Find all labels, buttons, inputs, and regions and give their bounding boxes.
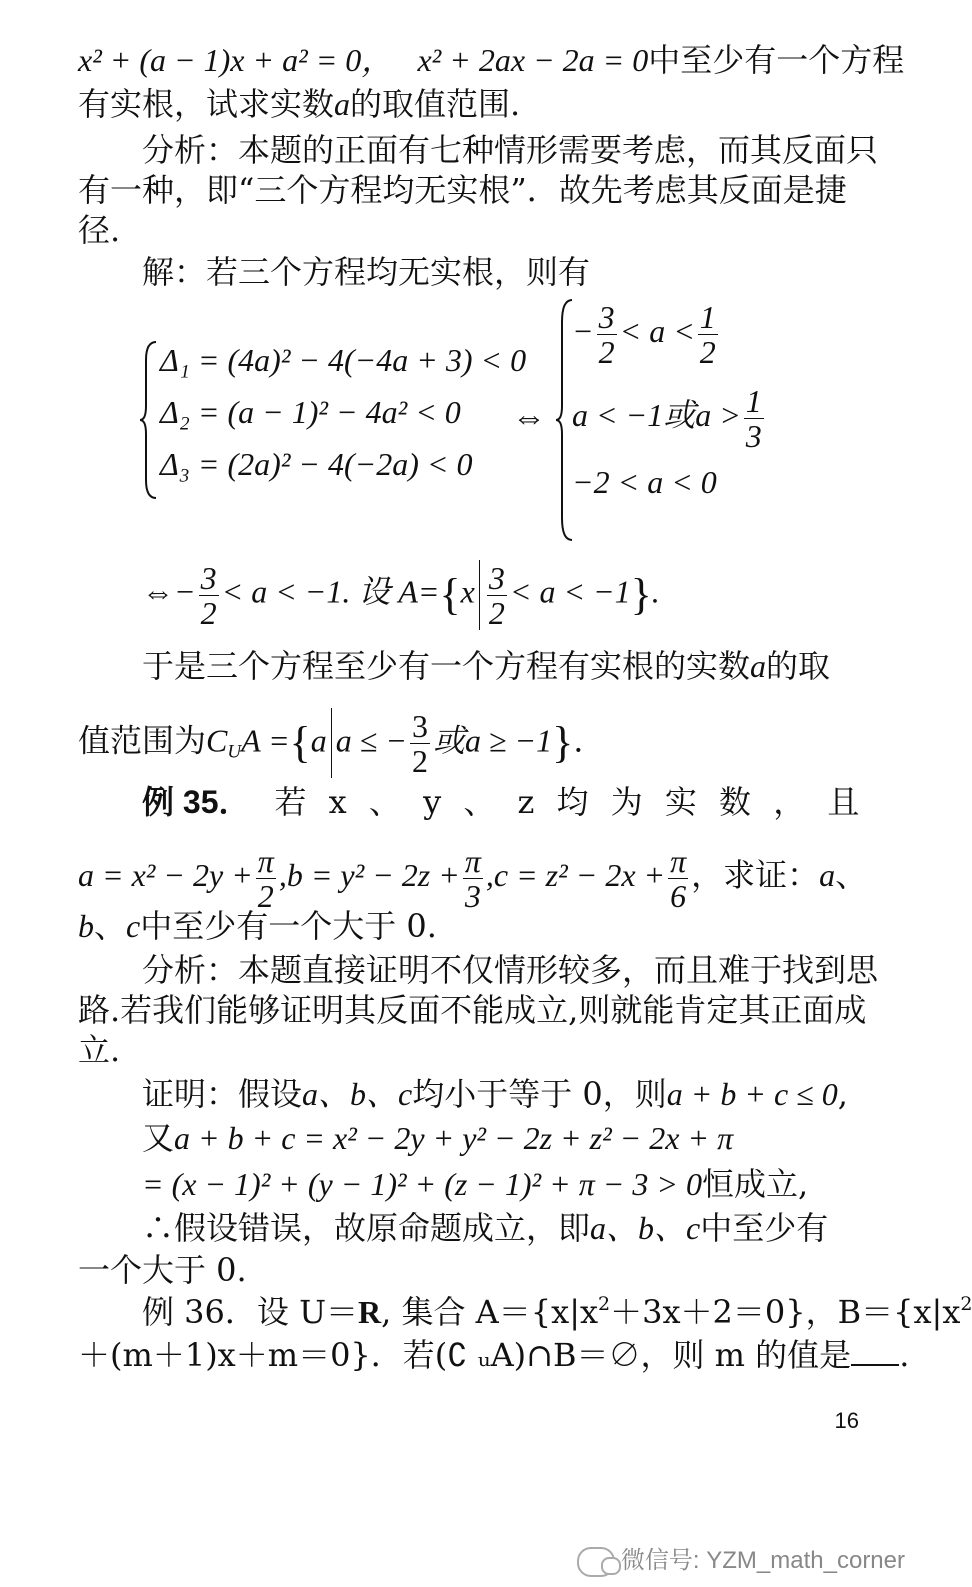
- numerator: π: [257, 843, 274, 879]
- delta-2: Δ₂ = (a − 1)² − 4a² < 0: [160, 394, 461, 430]
- text: < a < −1. 设 A=: [221, 573, 440, 610]
- analysis-line: 分析：本题的正面有七种情形需要考虑，而其反面只: [142, 131, 879, 169]
- numerator: 3: [488, 559, 505, 596]
- text: 中至少有一个大于 0.: [140, 907, 437, 945]
- delta-3: Δ₃ = (2a)² − 4(−2a) < 0: [160, 446, 473, 482]
- problem-line-2: [78, 84, 520, 124]
- minus: −: [572, 312, 594, 349]
- text: 中至少有: [700, 1209, 829, 1247]
- numerator: 1: [745, 383, 762, 419]
- proof-line-5: 一个大于 0.: [78, 1251, 247, 1289]
- text: 于是三个方程至少有一个方程有实根的实数: [142, 647, 751, 685]
- dot: .: [651, 573, 660, 610]
- text: 值范围为: [78, 721, 207, 760]
- text: ,: [837, 1075, 848, 1113]
- denominator: 2: [257, 878, 274, 914]
- real-set: R: [358, 1294, 382, 1330]
- dot: .: [899, 1336, 910, 1374]
- text: < a < −1: [509, 573, 631, 610]
- equation: a + b + c = x² − 2y + y² − 2z + z² − 2x + π: [174, 1120, 734, 1156]
- range-3: −2 < a < 0: [572, 464, 717, 500]
- text: 中至少有一个方程: [648, 41, 905, 79]
- conclusion-line-1: [142, 646, 830, 686]
- fraction: [463, 844, 483, 913]
- ex35-line-2: [78, 844, 867, 913]
- numerator: 1: [699, 299, 716, 335]
- eq-a: a = x² − 2y +: [78, 856, 253, 893]
- text: 恒成立,: [701, 1165, 809, 1203]
- text: 若 x 、 y 、 z 均 为 实 数 ， 且: [274, 783, 866, 821]
- equation: = (x − 1)² + (y − 1)² + (z − 1)² + π − 3 > 0: [142, 1166, 702, 1202]
- ineq: a < −1或a >: [572, 396, 741, 433]
- range-2: [572, 384, 767, 453]
- fraction: [698, 300, 718, 369]
- equivalence-symbol: ⇔: [512, 399, 546, 436]
- set-brace-close: }: [552, 718, 574, 767]
- text: A =: [241, 722, 290, 759]
- numerator: 3: [200, 559, 217, 596]
- ineq: < a <: [619, 312, 695, 349]
- var-a: a: [819, 856, 836, 893]
- numerator: 3: [411, 707, 428, 744]
- fraction: [668, 844, 688, 913]
- var-a: a: [310, 722, 327, 759]
- wechat-id: 微信号: YZM_math_corner: [620, 1547, 905, 1574]
- ex36-line-2: [78, 1334, 909, 1375]
- discriminant-system: [160, 342, 526, 498]
- denominator: 6: [670, 878, 687, 914]
- numerator: π: [670, 843, 687, 879]
- wechat-icon: [577, 1547, 615, 1577]
- text: 的取值范围.: [350, 85, 521, 123]
- text: 的取: [766, 647, 831, 685]
- delta-1: Δ₁ = (4a)² − 4(−4a + 3) < 0: [160, 342, 527, 378]
- analysis-line: 径.: [78, 211, 121, 249]
- analysis-line: 路.若我们能够证明其反面不能成立,则就能肯定其正面成: [78, 991, 867, 1029]
- var-x: x: [460, 573, 475, 610]
- example-label: 例 35．: [142, 784, 251, 820]
- proof-line-4: [142, 1208, 828, 1248]
- fraction: [744, 384, 764, 453]
- vars: a、b、c: [590, 1210, 701, 1246]
- subscript-U: U: [227, 741, 242, 763]
- denominator: 3: [464, 878, 481, 914]
- eq-b: ,b = y² − 2z +: [278, 856, 460, 893]
- denominator: 2: [598, 334, 615, 370]
- result-line: [142, 560, 660, 630]
- proof-line-2: [142, 1118, 733, 1158]
- text: 有实根，试求实数: [78, 85, 335, 123]
- ex36-line-1: [142, 1292, 972, 1332]
- complement-C: C: [206, 722, 228, 759]
- left-brace-icon: [140, 340, 160, 500]
- denominator: 2: [411, 742, 428, 779]
- var-a: a: [334, 86, 351, 122]
- ineq: a + b + c ≤ 0: [666, 1076, 838, 1112]
- text: a ≤ −: [335, 722, 407, 759]
- set-bar: [331, 708, 332, 778]
- var-b: b: [78, 908, 94, 944]
- var-c: c: [126, 908, 141, 944]
- text: 、: [94, 907, 127, 945]
- vars: a、b、c: [302, 1076, 413, 1112]
- text: ∴假设错误，故原命题成立，即: [142, 1209, 591, 1247]
- answer-blank[interactable]: [851, 1334, 899, 1366]
- denominator: 3: [745, 418, 762, 454]
- equivalence-symbol: ⇔: [142, 573, 174, 610]
- analysis-line: 分析：本题直接证明不仅情形较多，而且难于找到思: [142, 951, 879, 989]
- text: 证明：假设: [142, 1075, 303, 1113]
- range-1: [572, 300, 721, 369]
- fraction: [199, 561, 219, 630]
- solution-intro: 解：若三个方程均无实根，则有: [142, 253, 591, 291]
- page-number: 16: [834, 1408, 859, 1433]
- text: 、: [835, 855, 868, 894]
- ex35-line-3: [78, 906, 437, 946]
- superscript: 2: [960, 1293, 972, 1315]
- set-brace-open: {: [289, 718, 311, 767]
- fraction: [597, 300, 617, 369]
- superscript: 2: [598, 1293, 611, 1315]
- text: 例 36．设 U＝: [142, 1293, 359, 1331]
- denominator: 2: [699, 334, 716, 370]
- minus: −: [174, 573, 196, 610]
- denominator: 2: [200, 594, 217, 631]
- proof-line-1: [142, 1074, 848, 1114]
- problem-line-1: [78, 40, 904, 80]
- text: 或a ≥ −1: [432, 722, 553, 759]
- ex35-line-1: [142, 782, 865, 822]
- text: ＋(m＋1)x＋m＝0}．若(∁ ᵤA)∩B＝∅，则 m 的值是: [78, 1336, 852, 1374]
- analysis-line: 立.: [78, 1031, 121, 1069]
- numerator: π: [464, 843, 481, 879]
- set-bar: [479, 560, 480, 630]
- fraction: [256, 844, 276, 913]
- denominator: 2: [488, 594, 505, 631]
- watermark: [577, 1540, 905, 1577]
- proof-line-3: [142, 1164, 808, 1204]
- set-brace-open: {: [439, 570, 461, 619]
- eq-c: ,c = z² − 2x +: [485, 856, 666, 893]
- numerator: 3: [598, 299, 615, 335]
- text: 均小于等于 0，则: [412, 1075, 667, 1113]
- analysis-line: 有一种，即“三个方程均无实根”．故先考虑其反面是捷: [78, 171, 847, 209]
- conclusion-line-2: [78, 708, 583, 778]
- var-a: a: [750, 648, 767, 684]
- equation-2: x² + 2ax − 2a = 0: [417, 42, 649, 78]
- dot: .: [573, 721, 584, 760]
- text: 又: [142, 1119, 175, 1157]
- fraction: [410, 709, 430, 778]
- fraction: [487, 561, 507, 630]
- text: ，求证：: [691, 855, 820, 894]
- set-brace-close: }: [630, 570, 652, 619]
- equation-1: x² + (a − 1)x + a² = 0，: [78, 42, 394, 78]
- text: ＋3x＋2＝0}，B＝{x|x: [610, 1293, 961, 1331]
- text: , 集合 A＝{x|x: [381, 1293, 599, 1331]
